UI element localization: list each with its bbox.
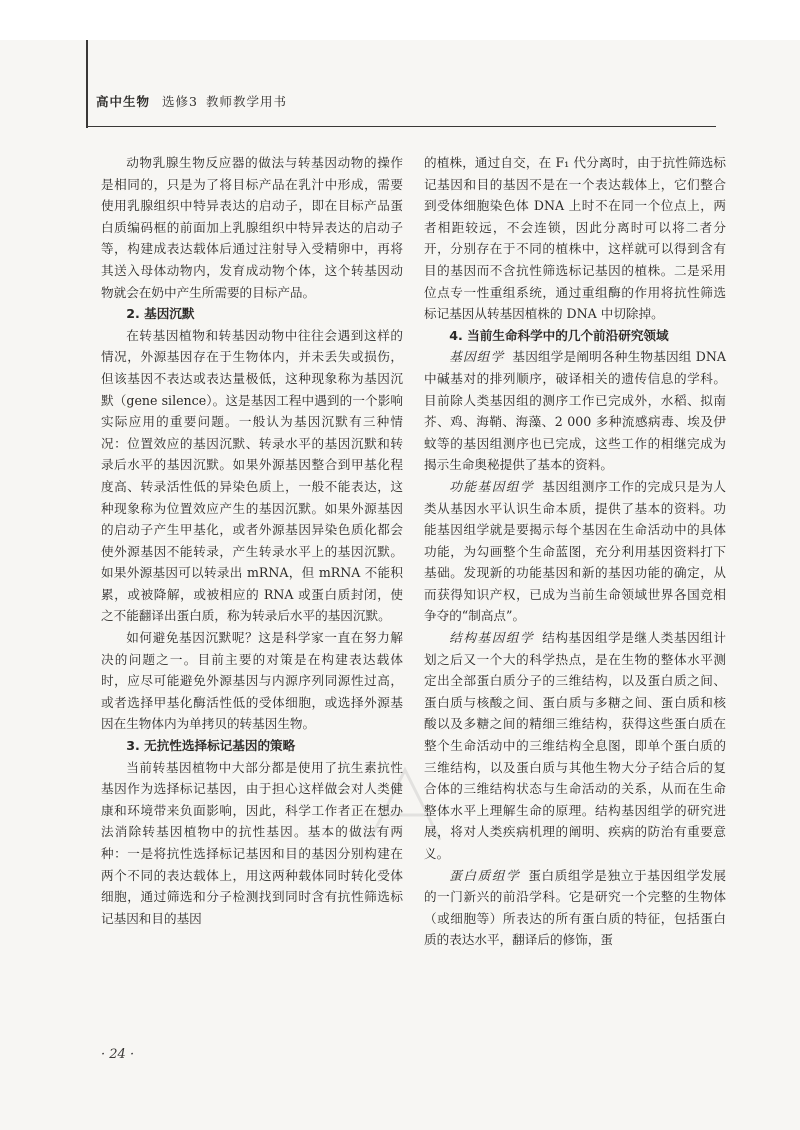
paragraph: 动物乳腺生物反应器的做法与转基因动物的操作是相同的，只是为了将目标产品在乳汁中形成，需要使用乳腺组织中特异表达的启动子，即在目标产品蛋白质编码框的前面加上乳腺组织中特异表达的启动子等，构建成表达载体后通过注射导入受精卵中，再将其送入母体动物内，发育成动物个体，这个转基因动物就会在奶中产生所需要的目标产品。 (101, 155, 403, 300)
term-keyword: 基因组学 (449, 349, 505, 365)
section-heading: 2. 基因沉默 (126, 306, 195, 322)
page-number: · 24 · (101, 1047, 135, 1062)
paragraph-functional-genomics (424, 476, 726, 627)
paragraph-proteomics (424, 865, 726, 951)
paragraph-text: 基因组测序工作的完成只是为人类从基因水平认识生命本质，提供了基本的资料。功能基因组学就是要揭示每个基因在生命活动中的具体功能，为勾画整个生命蓝图，充分利用基因资料打下基础。发现新的功能基因和新的基因功能的确定，从而获得知识产权，已成为当前生命领域世界各国竞相争夺的“制高点”。 (424, 478, 727, 624)
left-column (101, 152, 403, 929)
paragraph-genomics (424, 346, 726, 476)
paragraph: 当前转基因植物中大部分都是使用了抗生素抗性基因作为选择标记基因，由于担心这样做会对人类健康和环境带来负面影响，因此，科学工作者正在想办法消除转基因植物中的抗性基因。基本的做法有两种：一是将抗性选择标记基因和目的基因分别构建在两个不同的表达载体上，用这两种载体同时转化受体细胞，通过筛选和分子检测找到同时含有抗性筛选标记基因和目的基因 (101, 759, 403, 926)
scan-top-margin (0, 0, 800, 40)
section-heading: 4. 当前生命科学中的几个前沿研究领域 (449, 327, 669, 343)
faint-watermark-icon (360, 760, 450, 850)
right-column (424, 152, 726, 951)
paragraph-text: 蛋白质组学是独立于基因组学发展的一门新兴的前沿学科。它是研究一个完整的生物体（或细胞等）所表达的所有蛋白质的特征，包括蛋白质的表达水平，翻译后的修饰，蛋 (424, 867, 727, 948)
header-horizontal-rule (86, 126, 716, 127)
paragraph: 的植株，通过自交，在 F₁ 代分离时，由于抗性筛选标记基因和目的基因不是在一个表达载体上，它们整合到受体细胞染色体 DNA 上时不在同一个位点上，两者相距较远，不会连锁，因此分离时可以将二者分开，分别存在于不同的植株中，这样就可以得到含有目的基因而不含抗性筛选标记基因的植株。二是采用位点专一性重组系统，通过重组酶的作用将抗性筛选标记基因从转基因植株的 DNA 中切除掉。 (424, 155, 726, 322)
term-keyword: 结构基因组学 (449, 630, 535, 646)
paragraph: 如何避免基因沉默呢？这是科学家一直在努力解决的问题之一。目前主要的对策是在构建表达载体时，应尽可能避免外源基因与内源序列同源性过高，或者选择甲基化酶活性低的受体细胞，或选择外源基因在生物体内为单拷贝的转基因生物。 (101, 630, 403, 732)
paragraph-structural-genomics (424, 627, 726, 865)
running-header (96, 92, 287, 110)
header-book-title: 高中生物 (96, 94, 151, 109)
header-vertical-rule (86, 40, 88, 128)
term-keyword: 功能基因组学 (449, 478, 535, 494)
paragraph-text: 基因组学是阐明各种生物基因组 DNA 中碱基对的排列顺序，破译相关的遗传信息的学科。目前除人类基因组的测序工作已完成外，水稻、拟南芥、鸡、海鞘、海藻、2 000 多种流感病毒、埃及伊蚊等的基因组测序也已完成，这些工作的相继完成为揭示生命奥秘提供了基本的资料。 (424, 349, 727, 473)
header-subtitle: 教师教学用书 (205, 94, 287, 109)
term-keyword: 蛋白质组学 (449, 867, 521, 883)
paragraph-text: 结构基因组学是继人类基因组计划之后又一个大的科学热点，是在生物的整体水平测定出全部蛋白质分子的三维结构，以及蛋白质之间、蛋白质与核酸之间、蛋白质与多糖之间、蛋白质和核酸以及多糖之间的精细三维结构，获得这些蛋白质在整个生命活动中的三维结构全息图，即单个蛋白质的三维结构，以及蛋白质与其他生物大分子结合后的复合体的三维结构状态与生命活动的关系，从而在生命整体水平上理解生命的原理。结构基因组学的研究进展，将对人类疾病机理的阐明、疾病的防治有重要意义。 (424, 630, 727, 861)
section-heading: 3. 无抗性选择标记基因的策略 (126, 738, 296, 754)
paragraph: 在转基因植物和转基因动物中往往会遇到这样的情况，外源基因存在于生物体内，并未丢失或损伤，但该基因不表达或表达量极低，这种现象称为基因沉默（gene silence）。这是基因工程中遇到的一个影响实际应用的重要问题。一般认为基因沉默有三种情况：位置效应的基因沉默、转录水平的基因沉默和转录后水平的基因沉默。如果外源基因整合到甲基化程度高、转录活性低的异染色质上，一般不能表达，这种现象称为位置效应产生的基因沉默。如果外源基因的启动子产生甲基化，或者外源基因异染色质化都会使外源基因不能转录，产生转录水平上的基因沉默。如果外源基因可以转录出 mRNA，但 mRNA 不能积累，或被降解，或被相应的 RNA 或蛋白质封闭，使之不能翻译出蛋白质，称为转录后水平的基因沉默。 (101, 327, 403, 624)
header-volume: 选修3 (162, 94, 198, 109)
